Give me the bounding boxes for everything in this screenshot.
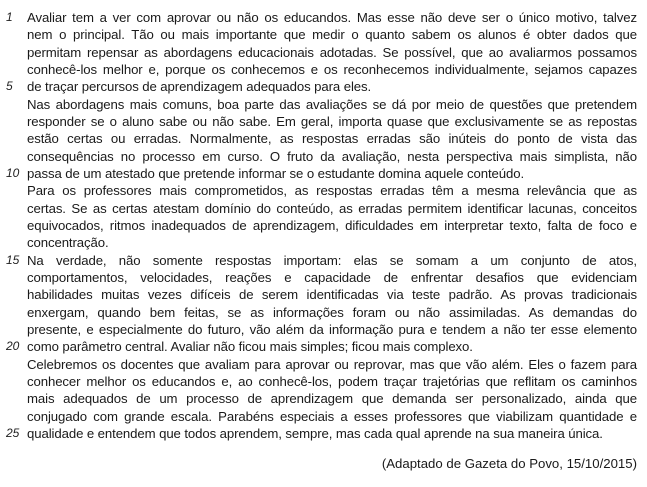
text-line	[0, 252, 647, 269]
line-number: 15	[6, 252, 20, 267]
line-text: enxergam, quando bem feitas, se as informações foram ou não assimiladas. As demandas do	[27, 304, 637, 320]
text-line	[0, 269, 647, 286]
line-number: 20	[6, 339, 20, 354]
text-line	[0, 44, 647, 61]
line-text: Nas abordagens mais comuns, boa parte das avaliações se dá por meio de questões que pretendem	[27, 96, 637, 112]
line-number: 10	[6, 165, 20, 180]
text-line	[0, 373, 647, 390]
text-line	[0, 234, 647, 251]
text-line	[0, 96, 647, 113]
line-text: concentração.	[27, 235, 109, 251]
text-line	[0, 286, 647, 303]
text-line	[0, 165, 647, 182]
line-text: de traçar percursos de aprendizagem adequados para eles.	[27, 79, 372, 95]
line-text: passa de um atestado que pretende informar se o estudante domina aquele conteúdo.	[27, 165, 525, 181]
line-text: Avaliar tem a ver com aprovar ou não os educandos. Mas esse não deve ser o único motivo, talvez	[27, 10, 637, 25]
text-line	[0, 390, 647, 407]
line-text: como parâmetro central. Avaliar não ficou mais simples; ficou mais complexo.	[27, 339, 473, 355]
text-line	[0, 130, 647, 147]
text-line	[0, 356, 647, 373]
line-text: consequências no processo em curso. O fruto da avaliação, nesta perspectiva mais simplista, não	[27, 148, 637, 164]
source-citation: (Adaptado de Gazeta do Povo, 15/10/2015)	[381, 456, 637, 471]
text-line	[0, 78, 647, 95]
line-text: Celebremos os docentes que avaliam para aprovar ou reprovar, mas que vão além. Eles o fazem para	[27, 356, 637, 372]
line-text: Para os professores mais comprometidos, as respostas erradas têm a mesma relevância que as	[27, 183, 637, 199]
line-text: conhecer melhor os educandos e, ao conhecê-los, podem traçar trajetórias que reflitam os caminhos	[27, 373, 637, 389]
text-line	[0, 9, 647, 26]
text-line	[0, 182, 647, 199]
line-text: habilidades muitas vezes difíceis de serem identificadas via teste padrão. As provas tradicionais	[27, 287, 637, 303]
line-text: conhecê-los melhor e, porque os conhecemos e os reconhecemos individualmente, sejamos capazes	[27, 61, 637, 77]
text-line	[0, 113, 647, 130]
line-number: 5	[6, 79, 13, 94]
line-text: certas. Se as certas atestam domínio do conteúdo, as erradas permitem identificar lacunas, conceitos	[27, 200, 637, 216]
text-line	[0, 217, 647, 234]
text-line	[0, 321, 647, 338]
text-line	[0, 26, 647, 43]
line-text: responder se o aluno sabe ou não sabe. Em geral, importa quase que exclusivamente se as repostas	[27, 113, 637, 129]
text-line	[0, 408, 647, 425]
line-text: Na verdade, não somente respostas importam: elas se somam a um conjunto de atos,	[27, 252, 637, 268]
text-line	[0, 425, 647, 442]
line-text: comportamentos, velocidades, reações e capacidade de enfrentar desafios que evidenciam	[27, 269, 637, 285]
line-text: nem o principal. Tão ou mais importante que medir o quanto sabem os alunos é obter dados que	[27, 27, 637, 43]
line-text: qualidade e entendem que todos aprendem, sempre, mas cada qual aprende na sua maneira única.	[27, 425, 603, 441]
text-line	[0, 200, 647, 217]
text-line	[0, 338, 647, 355]
line-text: estão certas ou erradas. Normalmente, as respostas erradas são inúteis do ponto de vista das	[27, 131, 637, 147]
text-line	[0, 61, 647, 78]
line-number: 25	[6, 425, 20, 440]
text-line	[0, 304, 647, 321]
line-text: equivocados, ritmos inadequados de aprendizagem, dificuldades em interpretar texto, falta de foco e	[27, 217, 637, 233]
text-line	[0, 148, 647, 165]
line-text: presente, e especialmente do futuro, vão além da informação pura e tendem a não ter esse elemento	[27, 321, 637, 337]
line-text: mais adequados de um processo de aprendizagem que demanda ser personalizado, ainda que	[27, 391, 637, 407]
line-text: permitam repensar as abordagens educacionais adotadas. Se possível, que ao avaliarmos possamos	[27, 44, 637, 60]
line-text: conjugado com grande escala. Parabéns especiais a esses professores que viabilizam quantidade e	[27, 408, 637, 424]
line-number: 1	[6, 10, 13, 24]
